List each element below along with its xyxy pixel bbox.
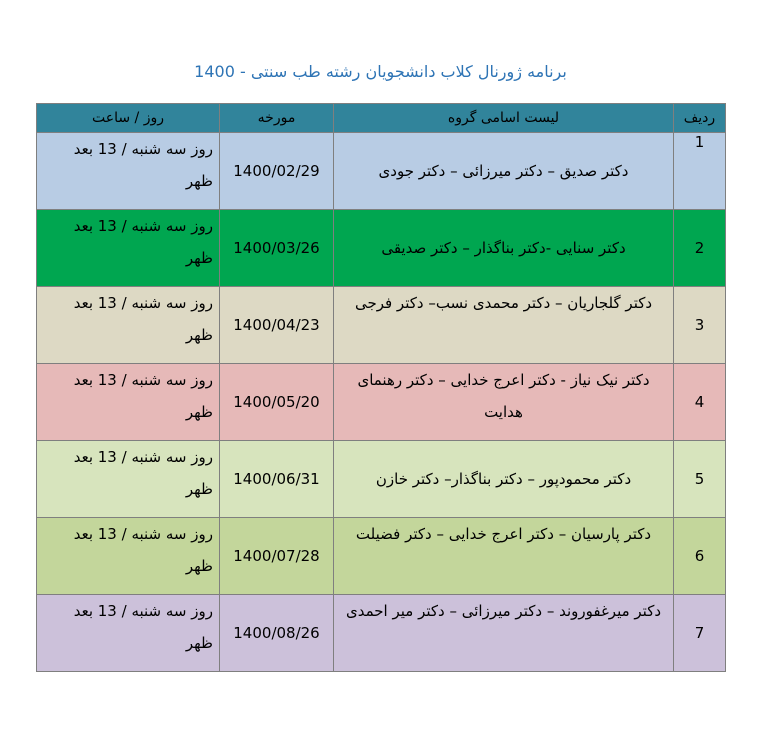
header-names: لیست اسامی گروه xyxy=(334,104,674,133)
table-row xyxy=(37,595,726,672)
session-date: 1400/03/26 xyxy=(220,210,334,287)
session-time: روز سه شنبه / 13 بعد ظهر xyxy=(37,441,220,518)
row-number: 1 xyxy=(674,133,726,210)
session-time: روز سه شنبه / 13 بعد ظهر xyxy=(37,210,220,287)
header-time: روز / ساعت xyxy=(37,104,220,133)
session-time: روز سه شنبه / 13 بعد ظهر xyxy=(37,133,220,210)
row-number: 2 xyxy=(674,210,726,287)
row-number: 7 xyxy=(674,595,726,672)
row-number: 3 xyxy=(674,287,726,364)
table-row xyxy=(37,518,726,595)
session-time: روز سه شنبه / 13 بعد ظهر xyxy=(37,287,220,364)
header-row-number: ردیف xyxy=(674,104,726,133)
row-number: 4 xyxy=(674,364,726,441)
table-row xyxy=(37,287,726,364)
schedule-table xyxy=(36,103,726,672)
group-names: دکتر نیک نیاز - دکتر اعرج خدایی – دکتر رهنمای هدایت xyxy=(334,364,674,441)
group-names: دکتر گلجاریان – دکتر محمدی نسب– دکتر فرجی xyxy=(334,287,674,364)
header-date: مورخه xyxy=(220,104,334,133)
table-row xyxy=(37,364,726,441)
page-title: برنامه ژورنال کلاب دانشجویان رشته طب سنتی - 1400 xyxy=(194,62,567,81)
session-date: 1400/08/26 xyxy=(220,595,334,672)
group-names: دکتر صدیق – دکتر میرزائی – دکتر جودی xyxy=(334,133,674,210)
session-time: روز سه شنبه / 13 بعد ظهر xyxy=(37,518,220,595)
table-header-row xyxy=(37,104,726,133)
session-date: 1400/05/20 xyxy=(220,364,334,441)
row-number: 6 xyxy=(674,518,726,595)
group-names: دکتر محمودپور – دکتر بناگذار– دکتر خازن xyxy=(334,441,674,518)
session-time: روز سه شنبه / 13 بعد ظهر xyxy=(37,364,220,441)
table-row xyxy=(37,210,726,287)
session-date: 1400/06/31 xyxy=(220,441,334,518)
group-names: دکتر میرغفوروند – دکتر میرزائی – دکتر میر احمدی xyxy=(334,595,674,672)
group-names: دکتر پارسیان – دکتر اعرج خدایی – دکتر فضیلت xyxy=(334,518,674,595)
session-date: 1400/07/28 xyxy=(220,518,334,595)
group-names: دکتر سنایی -دکتر بناگذار – دکتر صدیقی xyxy=(334,210,674,287)
session-date: 1400/02/29 xyxy=(220,133,334,210)
session-time: روز سه شنبه / 13 بعد ظهر xyxy=(37,595,220,672)
table-row xyxy=(37,441,726,518)
row-number: 5 xyxy=(674,441,726,518)
table-row xyxy=(37,133,726,210)
session-date: 1400/04/23 xyxy=(220,287,334,364)
